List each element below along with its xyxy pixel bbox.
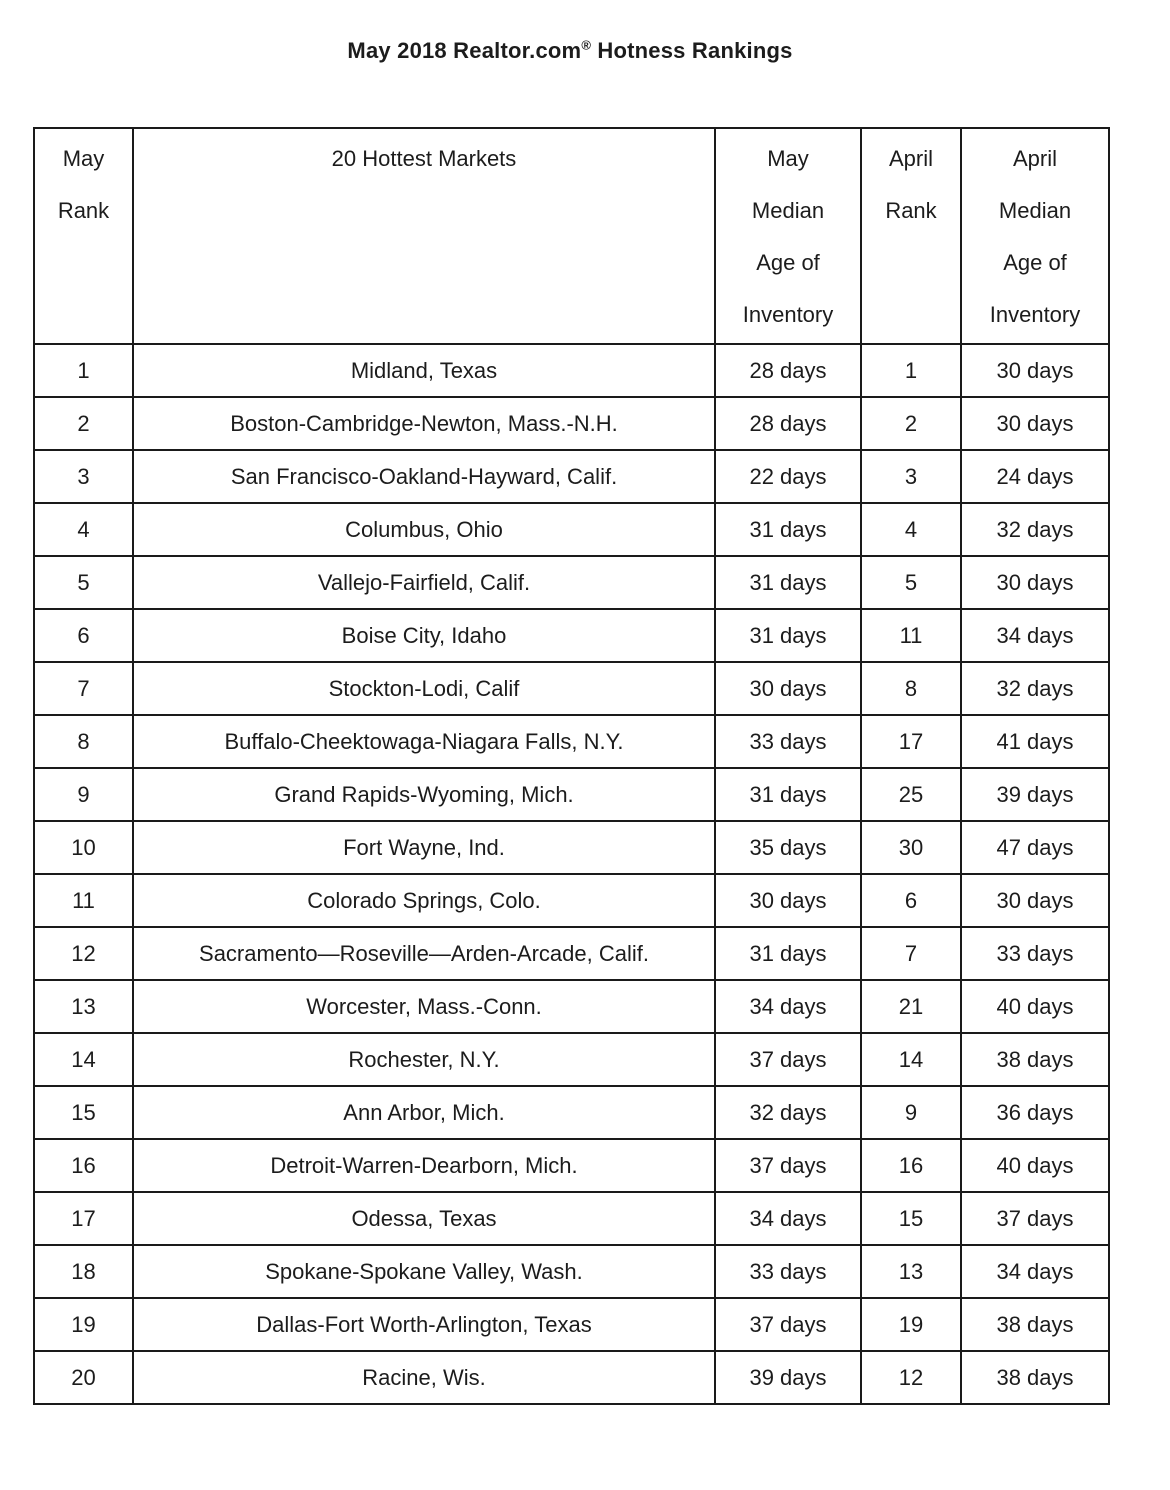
may-rank-cell: 7 (34, 662, 133, 715)
header-april-rank (861, 128, 961, 344)
april-age-cell: 47 days (961, 821, 1109, 874)
april-age-cell: 38 days (961, 1351, 1109, 1404)
may-rank-cell: 17 (34, 1192, 133, 1245)
header-line: Median (751, 198, 825, 223)
may-age-cell: 31 days (715, 768, 861, 821)
table-row (34, 768, 1109, 821)
may-age-cell: 32 days (715, 1086, 861, 1139)
table-row (34, 503, 1109, 556)
april-rank-cell: 25 (861, 768, 961, 821)
table-row (34, 874, 1109, 927)
table-row (34, 1192, 1109, 1245)
may-age-cell: 37 days (715, 1298, 861, 1351)
april-rank-cell: 21 (861, 980, 961, 1033)
page-title (0, 38, 1140, 64)
may-age-cell: 39 days (715, 1351, 861, 1404)
may-rank-cell: 15 (34, 1086, 133, 1139)
market-cell: Ann Arbor, Mich. (133, 1086, 715, 1139)
may-age-cell: 35 days (715, 821, 861, 874)
title-suffix: Hotness Rankings (591, 38, 793, 63)
may-age-cell: 31 days (715, 503, 861, 556)
market-cell: Dallas-Fort Worth-Arlington, Texas (133, 1298, 715, 1351)
header-line: May (767, 146, 809, 171)
april-rank-cell: 1 (861, 344, 961, 397)
table-row (34, 556, 1109, 609)
april-rank-cell: 4 (861, 503, 961, 556)
may-rank-cell: 3 (34, 450, 133, 503)
market-cell: Grand Rapids-Wyoming, Mich. (133, 768, 715, 821)
april-rank-cell: 3 (861, 450, 961, 503)
april-age-cell: 32 days (961, 662, 1109, 715)
may-age-cell: 28 days (715, 397, 861, 450)
april-age-cell: 30 days (961, 344, 1109, 397)
table-row (34, 980, 1109, 1033)
april-age-cell: 37 days (961, 1192, 1109, 1245)
may-rank-cell: 16 (34, 1139, 133, 1192)
april-rank-cell: 6 (861, 874, 961, 927)
title-main: May 2018 Realtor.com (347, 38, 582, 63)
table-row (34, 1245, 1109, 1298)
header-line: Age of (756, 250, 820, 275)
april-rank-cell: 11 (861, 609, 961, 662)
april-rank-cell: 19 (861, 1298, 961, 1351)
may-rank-cell: 6 (34, 609, 133, 662)
may-age-cell: 31 days (715, 556, 861, 609)
table-row (34, 1351, 1109, 1404)
may-rank-cell: 18 (34, 1245, 133, 1298)
april-rank-cell: 17 (861, 715, 961, 768)
market-cell: San Francisco-Oakland-Hayward, Calif. (133, 450, 715, 503)
header-line: Rank (57, 198, 110, 223)
april-age-cell: 34 days (961, 1245, 1109, 1298)
hotness-rankings-table (33, 127, 1110, 1405)
may-rank-cell: 1 (34, 344, 133, 397)
table-row (34, 1139, 1109, 1192)
market-cell: Colorado Springs, Colo. (133, 874, 715, 927)
april-rank-cell: 8 (861, 662, 961, 715)
table-row (34, 1033, 1109, 1086)
header-line: Inventory (989, 302, 1081, 327)
market-cell: Boston-Cambridge-Newton, Mass.-N.H. (133, 397, 715, 450)
market-cell: Vallejo-Fairfield, Calif. (133, 556, 715, 609)
may-rank-cell: 13 (34, 980, 133, 1033)
may-age-cell: 22 days (715, 450, 861, 503)
table-row (34, 927, 1109, 980)
april-age-cell: 34 days (961, 609, 1109, 662)
header-row (34, 128, 1109, 344)
market-cell: Detroit-Warren-Dearborn, Mich. (133, 1139, 715, 1192)
header-line: Age of (1003, 250, 1067, 275)
april-age-cell: 38 days (961, 1298, 1109, 1351)
may-age-cell: 30 days (715, 662, 861, 715)
may-age-cell: 37 days (715, 1139, 861, 1192)
april-age-cell: 30 days (961, 397, 1109, 450)
april-age-cell: 40 days (961, 1139, 1109, 1192)
may-age-cell: 30 days (715, 874, 861, 927)
header-line: Inventory (742, 302, 834, 327)
market-cell: Worcester, Mass.-Conn. (133, 980, 715, 1033)
market-cell: Rochester, N.Y. (133, 1033, 715, 1086)
april-age-cell: 30 days (961, 556, 1109, 609)
market-cell: Buffalo-Cheektowaga-Niagara Falls, N.Y. (133, 715, 715, 768)
header-line: 20 Hottest Markets (331, 146, 517, 171)
may-rank-cell: 19 (34, 1298, 133, 1351)
may-age-cell: 33 days (715, 1245, 861, 1298)
market-cell: Stockton-Lodi, Calif (133, 662, 715, 715)
may-rank-cell: 14 (34, 1033, 133, 1086)
may-rank-cell: 10 (34, 821, 133, 874)
market-cell: Midland, Texas (133, 344, 715, 397)
table-row (34, 662, 1109, 715)
table-row (34, 609, 1109, 662)
may-age-cell: 31 days (715, 609, 861, 662)
april-age-cell: 24 days (961, 450, 1109, 503)
april-age-cell: 40 days (961, 980, 1109, 1033)
april-rank-cell: 16 (861, 1139, 961, 1192)
may-rank-cell: 8 (34, 715, 133, 768)
header-line: May (62, 146, 105, 171)
may-age-cell: 37 days (715, 1033, 861, 1086)
may-rank-cell: 4 (34, 503, 133, 556)
april-rank-cell: 13 (861, 1245, 961, 1298)
may-rank-cell: 11 (34, 874, 133, 927)
april-rank-cell: 9 (861, 1086, 961, 1139)
may-age-cell: 31 days (715, 927, 861, 980)
registered-mark: ® (581, 37, 592, 53)
may-rank-cell: 9 (34, 768, 133, 821)
table-row (34, 344, 1109, 397)
table-row (34, 715, 1109, 768)
april-rank-cell: 2 (861, 397, 961, 450)
may-rank-cell: 20 (34, 1351, 133, 1404)
april-age-cell: 41 days (961, 715, 1109, 768)
april-age-cell: 30 days (961, 874, 1109, 927)
market-cell: Racine, Wis. (133, 1351, 715, 1404)
header-may-rank (34, 128, 133, 344)
may-rank-cell: 2 (34, 397, 133, 450)
market-cell: Boise City, Idaho (133, 609, 715, 662)
april-rank-cell: 5 (861, 556, 961, 609)
market-cell: Sacramento—Roseville—Arden-Arcade, Calif. (133, 927, 715, 980)
table-row (34, 1086, 1109, 1139)
header-april-median-age (961, 128, 1109, 344)
table-row (34, 450, 1109, 503)
header-line: April (888, 146, 933, 171)
market-cell: Odessa, Texas (133, 1192, 715, 1245)
market-cell: Columbus, Ohio (133, 503, 715, 556)
table-row (34, 397, 1109, 450)
market-cell: Fort Wayne, Ind. (133, 821, 715, 874)
market-cell: Spokane-Spokane Valley, Wash. (133, 1245, 715, 1298)
header-line: April (1012, 146, 1057, 171)
april-age-cell: 36 days (961, 1086, 1109, 1139)
april-age-cell: 38 days (961, 1033, 1109, 1086)
header-line: Rank (885, 198, 937, 223)
may-age-cell: 34 days (715, 1192, 861, 1245)
may-rank-cell: 12 (34, 927, 133, 980)
april-age-cell: 33 days (961, 927, 1109, 980)
may-age-cell: 33 days (715, 715, 861, 768)
april-rank-cell: 30 (861, 821, 961, 874)
header-markets (133, 128, 715, 344)
april-age-cell: 39 days (961, 768, 1109, 821)
april-age-cell: 32 days (961, 503, 1109, 556)
header-may-median-age (715, 128, 861, 344)
may-age-cell: 28 days (715, 344, 861, 397)
table-row (34, 1298, 1109, 1351)
april-rank-cell: 14 (861, 1033, 961, 1086)
may-age-cell: 34 days (715, 980, 861, 1033)
april-rank-cell: 12 (861, 1351, 961, 1404)
april-rank-cell: 15 (861, 1192, 961, 1245)
may-rank-cell: 5 (34, 556, 133, 609)
header-line: Median (998, 198, 1072, 223)
april-rank-cell: 7 (861, 927, 961, 980)
table-row (34, 821, 1109, 874)
